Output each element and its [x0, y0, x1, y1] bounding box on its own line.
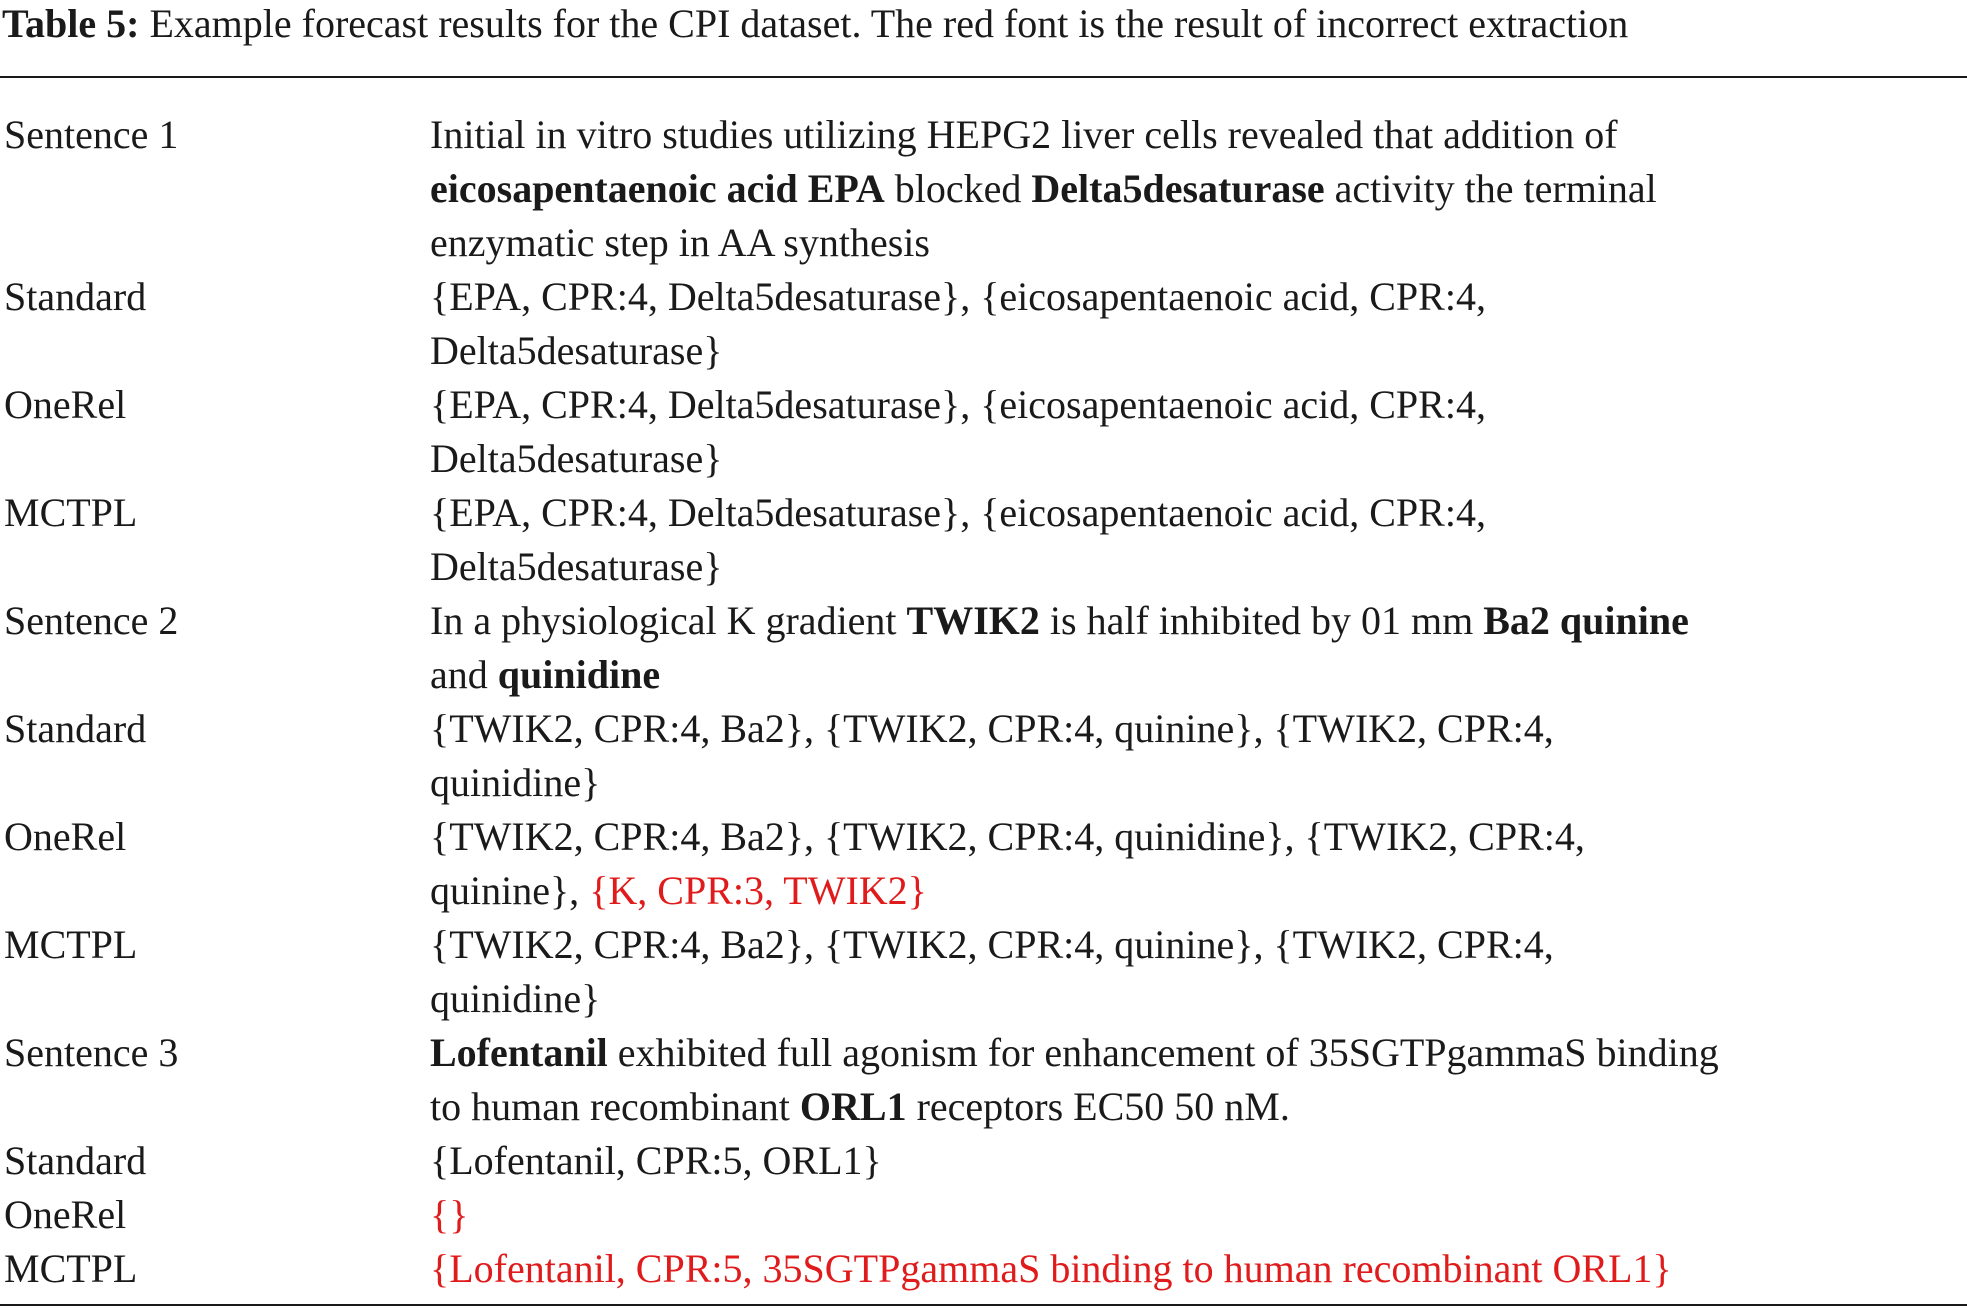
row-content: [430, 1134, 1967, 1188]
table-row-sentence-1: [0, 108, 1967, 270]
table-row-standard-1: [0, 270, 1967, 378]
table-row-sentence-3: [0, 1026, 1967, 1134]
table-row-mctpl-3: [0, 1242, 1967, 1296]
table-row-onerel-2: [0, 810, 1967, 918]
text-segment: {EPA, CPR:4, Delta5desaturase}, {eicosapentaenoic acid, CPR:4,: [430, 382, 1486, 427]
incorrect-extraction: {}: [430, 1192, 469, 1237]
row-label: OneRel: [4, 1192, 127, 1237]
row-content: [430, 1242, 1967, 1296]
caption-label: Table 5:: [2, 1, 140, 46]
text-segment: {TWIK2, CPR:4, Ba2}, {TWIK2, CPR:4, quinidine}, {TWIK2, CPR:4,: [430, 814, 1585, 859]
entity-chemical: quinidine: [497, 652, 661, 697]
text-segment: quinidine}: [430, 976, 601, 1021]
table-row-onerel-3: [0, 1188, 1967, 1242]
content-line: [430, 108, 1967, 162]
content-line: [430, 324, 1967, 378]
content-line: [430, 432, 1967, 486]
row-label: Standard: [4, 1138, 147, 1183]
entity-chemical: Lofentanil: [430, 1030, 608, 1075]
text-segment: {TWIK2, CPR:4, Ba2}, {TWIK2, CPR:4, quinine}, {TWIK2, CPR:4,: [430, 922, 1554, 967]
content-line: [430, 378, 1967, 432]
text-segment: blocked: [884, 166, 1032, 211]
table-row-sentence-2: [0, 594, 1967, 702]
top-rule: [0, 76, 1967, 78]
row-content: [430, 378, 1967, 486]
content-line: [430, 918, 1967, 972]
content-line: [430, 270, 1967, 324]
row-content: [430, 1188, 1967, 1242]
entity-protein: TWIK2: [906, 598, 1040, 643]
row-content: [430, 918, 1967, 1026]
entity-chemical: Ba2 quinine: [1483, 598, 1689, 643]
row-label: Sentence 3: [4, 1030, 179, 1075]
text-segment: {EPA, CPR:4, Delta5desaturase}, {eicosapentaenoic acid, CPR:4,: [430, 490, 1486, 535]
text-segment: Delta5desaturase}: [430, 544, 723, 589]
text-segment: {TWIK2, CPR:4, Ba2}, {TWIK2, CPR:4, quinine}, {TWIK2, CPR:4,: [430, 706, 1554, 751]
content-line: [430, 1242, 1967, 1296]
row-content: [430, 1026, 1967, 1134]
content-line: [430, 648, 1967, 702]
text-segment: is half inhibited by 01 mm: [1039, 598, 1484, 643]
content-line: [430, 864, 1967, 918]
row-label: MCTPL: [4, 1246, 138, 1291]
text-segment: Initial in vitro studies utilizing HEPG2 liver cells revealed that addition of: [430, 112, 1618, 157]
incorrect-extraction: {Lofentanil, CPR:5, 35SGTPgammaS binding to human recombinant ORL1}: [430, 1246, 1672, 1291]
row-label: MCTPL: [4, 490, 138, 535]
text-segment: to human recombinant: [430, 1084, 800, 1129]
table-caption: [2, 0, 1628, 48]
content-line: [430, 162, 1967, 216]
table-row-mctpl-1: [0, 486, 1967, 594]
entity-chemical: eicosapentaenoic acid EPA: [430, 166, 885, 211]
row-label: Sentence 1: [4, 112, 179, 157]
text-segment: {EPA, CPR:4, Delta5desaturase}, {eicosapentaenoic acid, CPR:4,: [430, 274, 1486, 319]
text-segment: Delta5desaturase}: [430, 436, 723, 481]
content-line: [430, 756, 1967, 810]
table-row-standard-2: [0, 702, 1967, 810]
content-line: [430, 594, 1967, 648]
text-segment: enzymatic step in AA synthesis: [430, 220, 930, 265]
text-segment: quinine},: [430, 868, 590, 913]
content-line: [430, 1134, 1967, 1188]
entity-protein: Delta5desaturase: [1031, 166, 1325, 211]
table-row-mctpl-2: [0, 918, 1967, 1026]
row-label: Standard: [4, 706, 147, 751]
text-segment: receptors EC50 50 nM.: [906, 1084, 1290, 1129]
entity-protein: ORL1: [799, 1084, 907, 1129]
row-label: OneRel: [4, 382, 127, 427]
caption-text: Example forecast results for the CPI dataset. The red font is the result of incorrect extraction: [149, 1, 1629, 46]
row-content: [430, 270, 1967, 378]
text-segment: and: [430, 652, 498, 697]
row-label: MCTPL: [4, 922, 138, 967]
text-segment: In a physiological K gradient: [430, 598, 907, 643]
row-content: [430, 810, 1967, 918]
content-line: [430, 810, 1967, 864]
row-label: Standard: [4, 274, 147, 319]
content-line: [430, 1026, 1967, 1080]
row-label: OneRel: [4, 814, 127, 859]
text-segment: {Lofentanil, CPR:5, ORL1}: [430, 1138, 882, 1183]
content-line: [430, 1080, 1967, 1134]
bottom-rule: [0, 1304, 1967, 1306]
content-line: [430, 216, 1967, 270]
incorrect-extraction: {K, CPR:3, TWIK2}: [589, 868, 927, 913]
text-segment: quinidine}: [430, 760, 601, 805]
content-line: [430, 702, 1967, 756]
results-table: [0, 108, 1967, 1296]
row-label: Sentence 2: [4, 598, 179, 643]
content-line: [430, 540, 1967, 594]
row-content: [430, 702, 1967, 810]
row-content: [430, 486, 1967, 594]
table-row-onerel-1: [0, 378, 1967, 486]
row-content: [430, 594, 1967, 702]
text-segment: activity the terminal: [1324, 166, 1657, 211]
content-line: [430, 486, 1967, 540]
content-line: [430, 1188, 1967, 1242]
content-line: [430, 972, 1967, 1026]
table-row-standard-3: [0, 1134, 1967, 1188]
text-segment: exhibited full agonism for enhancement of 35SGTPgammaS binding: [607, 1030, 1719, 1075]
text-segment: Delta5desaturase}: [430, 328, 723, 373]
row-content: [430, 108, 1967, 270]
